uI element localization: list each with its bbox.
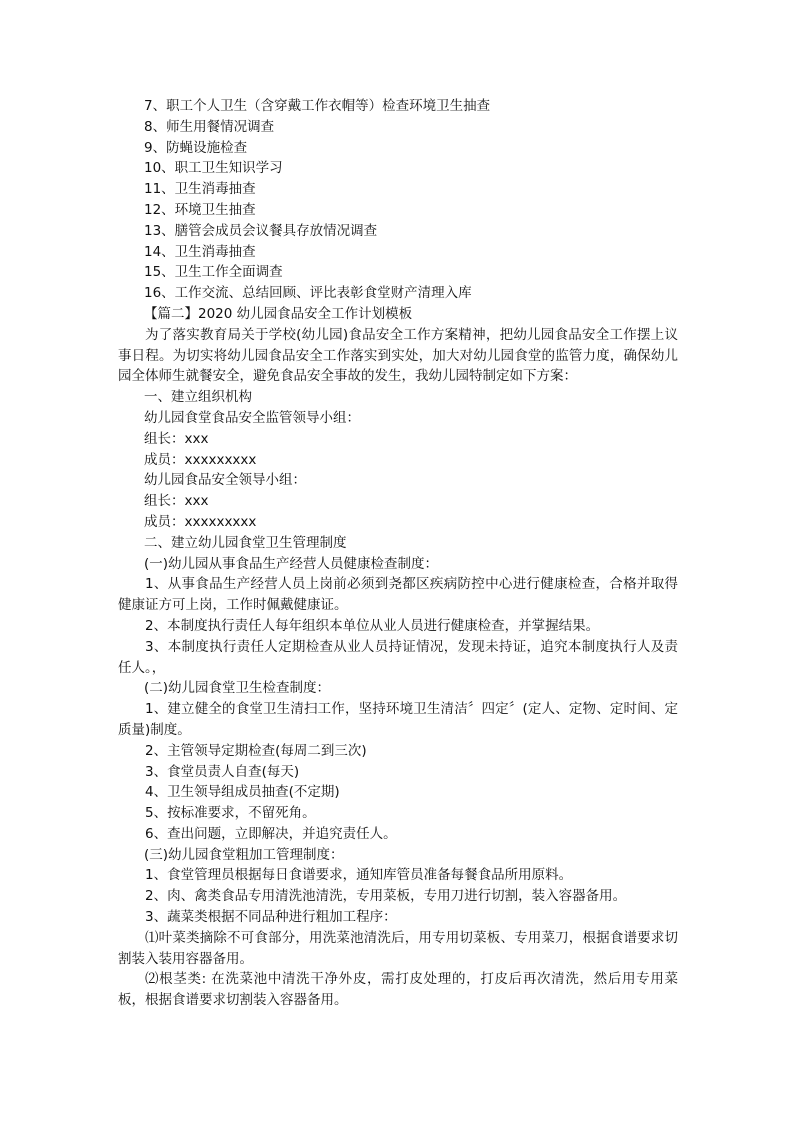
sub1-title: (一)幼儿园从事食品生产经营人员健康检查制度： — [144, 555, 439, 572]
list-item: 10、职工卫生知识学习 — [144, 160, 283, 177]
sub1-paragraph-1: 1、从事食品生产经营人员上岗前必须到尧都区疾病防控中心进行健康检查，合格并取得健康证方可上岗，工作时佩戴健康证。 — [118, 576, 678, 614]
sub3-title: (三)幼儿园食堂粗加工管理制度： — [144, 846, 344, 863]
group1-leader: 组长：xxx — [144, 430, 209, 447]
list-item: 8、师生用餐情况调查 — [144, 118, 275, 135]
list-item: 16、工作交流、总结回顾、评比表彰食堂财产清理入库 — [144, 285, 472, 302]
sub3-paragraph-4: ⑴叶菜类摘除不可食部分，用洗菜池清洗后，用专用切菜板、专用菜刀，根据食谱要求切割装入装用容器备用。 — [118, 929, 678, 967]
sub2-paragraph-4: 4、卫生领导组成员抽查(不定期) — [145, 784, 340, 801]
sub2-paragraph-6: 6、查出问题，立即解决，并追究责任人。 — [145, 825, 397, 842]
sub2-title: (二)幼儿园食堂卫生检查制度： — [144, 680, 331, 697]
sub3-paragraph-5: ⑵根茎类: 在洗菜池中清洗干净外皮，需打皮处理的，打皮后再次清洗，然后用专用菜板，根据食谱要求切割装入容器备用。 — [118, 971, 678, 1009]
list-item: 14、卫生消毒抽查 — [144, 243, 256, 260]
list-item: 12、环境卫生抽查 — [144, 201, 256, 218]
sub2-paragraph-3: 3、食堂员责人自查(每天) — [145, 763, 300, 780]
list-item: 7、职工个人卫生（含穿戴工作衣帽等）检查环境卫生抽查 — [144, 98, 491, 114]
group1-title: 幼儿园食堂食品安全监管领导小组： — [144, 409, 360, 426]
section-title: 【篇二】2020 幼儿园食品安全工作计划模板 — [144, 305, 413, 322]
inspection-list — [118, 96, 678, 304]
group2-members: 成员：xxxxxxxxx — [144, 513, 257, 530]
group2-title: 幼儿园食品安全领导小组： — [144, 472, 306, 489]
part1-title: 一、建立组织机构 — [144, 389, 252, 406]
sub2-paragraph-1: 1、建立健全的食堂卫生清扫工作，坚持环境卫生清洁〞四定〞(定人、定物、定时间、定质量)制度。 — [118, 701, 678, 738]
list-item: 11、卫生消毒抽查 — [144, 181, 256, 198]
sub2-paragraph-2: 2、主管领导定期检查(每周二到三次) — [145, 742, 367, 759]
list-item: 9、防蝇设施检查 — [144, 139, 248, 156]
group1-members: 成员：xxxxxxxxx — [144, 451, 257, 468]
list-item: 13、膳管会成员会议餐具存放情况调查 — [144, 222, 378, 239]
intro-paragraph: 为了落实教育局关于学校(幼儿园)食品安全工作方案精神，把幼儿园食品安全工作摆上议事日程。为切实将幼儿园食品安全工作落实到实处，加大对幼儿园食堂的监管力度，确保幼儿园全体师生就餐安全，避免食品安全事故的发生，我幼儿园特制定如下方案： — [118, 326, 678, 385]
sub3-paragraph-1: 1、食堂管理员根据每日食谱要求，通知库管员准备每餐食品所用原料。 — [145, 867, 573, 884]
list-item: 15、卫生工作全面调查 — [144, 264, 283, 281]
document-body — [118, 96, 678, 1011]
part2-title: 二、建立幼儿园食堂卫生管理制度 — [144, 534, 347, 551]
sub3-paragraph-2: 2、肉、禽类食品专用清洗池清洗，专用菜板，专用刀进行切割，装入容器备用。 — [145, 888, 627, 905]
group2-leader: 组长：xxx — [144, 493, 209, 510]
sub2-paragraph-5: 5、按标准要求，不留死角。 — [145, 805, 316, 822]
sub1-paragraph-3: 3、本制度执行责任人定期检查从业人员持证情况，发现未持证，追究本制度执行人及责任人。， — [118, 638, 678, 676]
sub3-paragraph-3: 3、蔬菜类根据不同品种进行粗加工程序： — [145, 909, 397, 926]
sub1-paragraph-2: 2、本制度执行责任人每年组织本单位从业人员进行健康检查，并掌握结果。 — [145, 617, 600, 634]
